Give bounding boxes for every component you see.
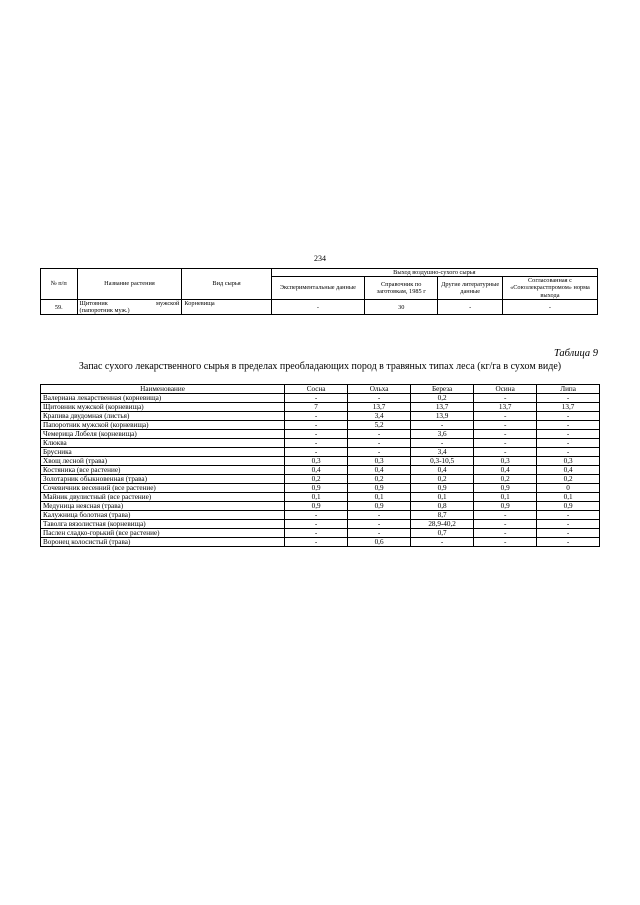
header-name: Наименование bbox=[41, 385, 285, 394]
table-caption: Таблица 9 bbox=[553, 348, 598, 359]
value-cell: - bbox=[537, 511, 600, 520]
plant-name-cell: Майник двулистный (все растение) bbox=[41, 493, 285, 502]
value-cell: 13,7 bbox=[537, 403, 600, 412]
value-cell: 0,1 bbox=[411, 493, 474, 502]
value-cell: - bbox=[348, 520, 411, 529]
header-row bbox=[41, 269, 598, 277]
table-row bbox=[41, 403, 600, 412]
value-cell: - bbox=[348, 430, 411, 439]
plant-name-cell: Сочевичник весенний (все растение) bbox=[41, 484, 285, 493]
value-cell: 13,7 bbox=[411, 403, 474, 412]
plant-name-cell: Клюква bbox=[41, 439, 285, 448]
value-cell: - bbox=[285, 439, 348, 448]
plant-name-cell: Паслен сладко-горький (все растение) bbox=[41, 529, 285, 538]
value-cell: 0,9 bbox=[285, 484, 348, 493]
row-plant-name-part2: мужской bbox=[156, 299, 180, 307]
plant-name-cell: Воронец колосистый (трава) bbox=[41, 538, 285, 547]
table-row bbox=[41, 299, 598, 314]
plant-name-cell: Костяника (все растение) bbox=[41, 466, 285, 475]
value-cell: - bbox=[474, 538, 537, 547]
table-row bbox=[41, 520, 600, 529]
page-number: 234 bbox=[314, 254, 326, 263]
value-cell: 3,4 bbox=[411, 448, 474, 457]
value-cell: 0,1 bbox=[474, 493, 537, 502]
table-row bbox=[41, 511, 600, 520]
value-cell: 0,4 bbox=[537, 466, 600, 475]
row-raw-type: Корневища bbox=[182, 299, 271, 314]
value-cell: - bbox=[285, 421, 348, 430]
value-cell: - bbox=[348, 529, 411, 538]
plant-name-cell: Таволга вязолистная (корневища) bbox=[41, 520, 285, 529]
value-cell: 0,4 bbox=[411, 466, 474, 475]
value-cell: - bbox=[285, 394, 348, 403]
table-row bbox=[41, 466, 600, 475]
value-cell: - bbox=[348, 394, 411, 403]
row-plant-name-line2: (папоротник муж.) bbox=[79, 307, 130, 315]
value-cell: 0,9 bbox=[474, 484, 537, 493]
header-experimental: Экспериментальные данные bbox=[271, 277, 364, 300]
row-reference: 30 bbox=[365, 299, 438, 314]
value-cell: 13,7 bbox=[348, 403, 411, 412]
value-cell: 13,7 bbox=[474, 403, 537, 412]
row-num: 59. bbox=[41, 299, 78, 314]
value-cell: 0,7 bbox=[411, 529, 474, 538]
table-row bbox=[41, 439, 600, 448]
reserve-table bbox=[40, 384, 600, 547]
value-cell: 5,2 bbox=[348, 421, 411, 430]
row-plant-name-part1: Щитовник bbox=[79, 299, 108, 307]
value-cell: - bbox=[537, 394, 600, 403]
value-cell: - bbox=[348, 448, 411, 457]
header-pine: Сосна bbox=[285, 385, 348, 394]
value-cell: 0,4 bbox=[474, 466, 537, 475]
header-reference: Справочник по заготовкам, 1985 г bbox=[365, 277, 438, 300]
header-literature: Другие литературные данные bbox=[438, 277, 503, 300]
value-cell: - bbox=[474, 430, 537, 439]
plant-name-cell: Хвощ лесной (трава) bbox=[41, 457, 285, 466]
header-yield-group: Выход воздушно-сухого сырья bbox=[271, 269, 597, 277]
table-row bbox=[41, 421, 600, 430]
value-cell: 0,9 bbox=[348, 502, 411, 511]
value-cell: - bbox=[285, 529, 348, 538]
value-cell: 7 bbox=[285, 403, 348, 412]
value-cell: - bbox=[474, 421, 537, 430]
plant-name-cell: Папоротник мужской (корневища) bbox=[41, 421, 285, 430]
value-cell: - bbox=[348, 439, 411, 448]
value-cell: 0,2 bbox=[474, 475, 537, 484]
value-cell: 0,1 bbox=[285, 493, 348, 502]
plant-name-cell: Валериана лекарственная (корневища) bbox=[41, 394, 285, 403]
value-cell: 13,9 bbox=[411, 412, 474, 421]
value-cell: 0,3 bbox=[348, 457, 411, 466]
value-cell: 0,4 bbox=[348, 466, 411, 475]
value-cell: - bbox=[474, 511, 537, 520]
value-cell: 28,9-40,2 bbox=[411, 520, 474, 529]
table-row bbox=[41, 502, 600, 511]
row-plant-name bbox=[77, 299, 182, 314]
row-experimental: - bbox=[271, 299, 364, 314]
value-cell: - bbox=[537, 412, 600, 421]
header-row bbox=[41, 385, 600, 394]
header-linden: Липа bbox=[537, 385, 600, 394]
value-cell: - bbox=[411, 538, 474, 547]
value-cell: 0,2 bbox=[348, 475, 411, 484]
value-cell: 0,3 bbox=[285, 457, 348, 466]
table-row bbox=[41, 538, 600, 547]
header-plant-name: Название растения bbox=[77, 269, 182, 300]
value-cell: 0,1 bbox=[537, 493, 600, 502]
value-cell: 0 bbox=[537, 484, 600, 493]
header-raw-type: Вид сырья bbox=[182, 269, 271, 300]
value-cell: - bbox=[537, 430, 600, 439]
value-cell: - bbox=[537, 421, 600, 430]
value-cell: - bbox=[474, 439, 537, 448]
value-cell: - bbox=[537, 520, 600, 529]
plant-name-cell: Медуница неясная (трава) bbox=[41, 502, 285, 511]
header-aspen: Осина bbox=[474, 385, 537, 394]
table-row bbox=[41, 412, 600, 421]
value-cell: 0,2 bbox=[285, 475, 348, 484]
row-literature: - bbox=[438, 299, 503, 314]
value-cell: - bbox=[474, 529, 537, 538]
value-cell: - bbox=[474, 520, 537, 529]
value-cell: - bbox=[474, 412, 537, 421]
value-cell: 0,3-10,5 bbox=[411, 457, 474, 466]
table-row bbox=[41, 448, 600, 457]
value-cell: 8,7 bbox=[411, 511, 474, 520]
value-cell: - bbox=[285, 412, 348, 421]
value-cell: 0,2 bbox=[411, 475, 474, 484]
table-row bbox=[41, 475, 600, 484]
table-row bbox=[41, 529, 600, 538]
table-row bbox=[41, 484, 600, 493]
value-cell: 0,1 bbox=[348, 493, 411, 502]
table-row bbox=[41, 493, 600, 502]
row-agreed: - bbox=[502, 299, 597, 314]
value-cell: - bbox=[411, 421, 474, 430]
plant-name-cell: Щитовник мужской (корневища) bbox=[41, 403, 285, 412]
plant-name-cell: Калужница болотная (трава) bbox=[41, 511, 285, 520]
value-cell: 0,9 bbox=[285, 502, 348, 511]
table-row bbox=[41, 457, 600, 466]
value-cell: - bbox=[285, 430, 348, 439]
table-title: Запас сухого лекарственного сырья в пределах преобладающих пород в травяных типах леса (кг/га в сухом виде) bbox=[78, 361, 562, 372]
header-agreed: Согласованная с «Союзлекрастпромом» норма выхода bbox=[502, 277, 597, 300]
plant-name-cell: Золотарник обыкновенная (трава) bbox=[41, 475, 285, 484]
value-cell: 0,9 bbox=[537, 502, 600, 511]
value-cell: - bbox=[285, 511, 348, 520]
header-num: № п/п bbox=[41, 269, 78, 300]
value-cell: 3,6 bbox=[411, 430, 474, 439]
value-cell: 0,2 bbox=[537, 475, 600, 484]
value-cell: 3,4 bbox=[348, 412, 411, 421]
value-cell: 0,6 bbox=[348, 538, 411, 547]
value-cell: 0,9 bbox=[474, 502, 537, 511]
value-cell: - bbox=[474, 394, 537, 403]
value-cell: - bbox=[537, 448, 600, 457]
value-cell: 0,9 bbox=[348, 484, 411, 493]
value-cell: - bbox=[285, 520, 348, 529]
value-cell: 0,3 bbox=[474, 457, 537, 466]
value-cell: 0,2 bbox=[411, 394, 474, 403]
header-birch: Береза bbox=[411, 385, 474, 394]
value-cell: - bbox=[285, 538, 348, 547]
value-cell: - bbox=[537, 529, 600, 538]
header-alder: Ольха bbox=[348, 385, 411, 394]
value-cell: - bbox=[537, 439, 600, 448]
value-cell: 0,4 bbox=[285, 466, 348, 475]
table-row bbox=[41, 430, 600, 439]
value-cell: 0,9 bbox=[411, 484, 474, 493]
table-row bbox=[41, 394, 600, 403]
value-cell: 0,3 bbox=[537, 457, 600, 466]
value-cell: - bbox=[348, 511, 411, 520]
value-cell: - bbox=[474, 448, 537, 457]
value-cell: - bbox=[285, 448, 348, 457]
value-cell: - bbox=[537, 538, 600, 547]
value-cell: - bbox=[411, 439, 474, 448]
continuation-table bbox=[40, 268, 598, 315]
plant-name-cell: Чемерица Лобеля (корневища) bbox=[41, 430, 285, 439]
plant-name-cell: Брусника bbox=[41, 448, 285, 457]
value-cell: 0,8 bbox=[411, 502, 474, 511]
plant-name-cell: Крапива двудомная (листья) bbox=[41, 412, 285, 421]
